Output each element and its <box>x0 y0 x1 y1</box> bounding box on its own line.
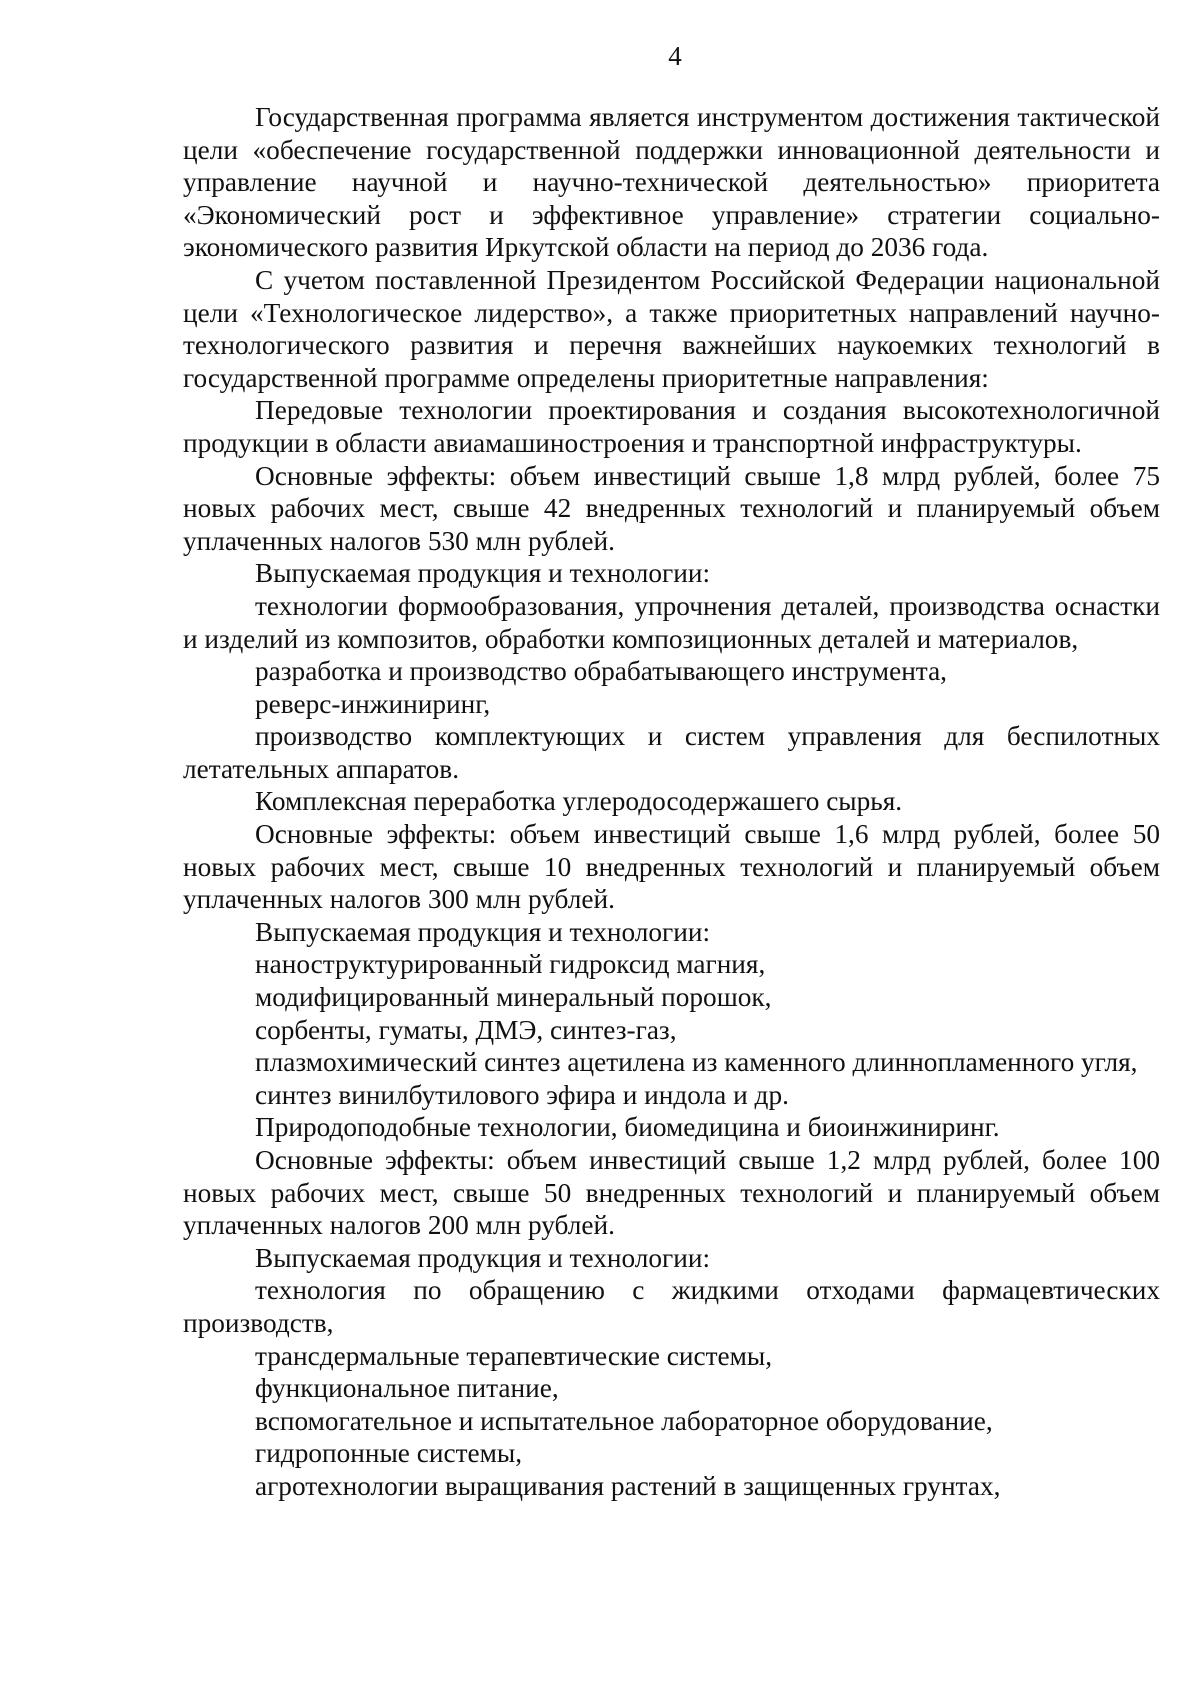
paragraph: технология по обращению с жидкими отходами фармацевтических производств, <box>183 1275 1160 1338</box>
paragraph: функциональное питание, <box>255 1373 559 1404</box>
paragraph: сорбенты, гуматы, ДМЭ, синтез-газ, <box>255 1014 677 1045</box>
paragraph: наноструктурированный гидроксид магния, <box>255 949 766 980</box>
paragraph: трансдермальные терапевтические системы, <box>255 1340 773 1371</box>
page-number: 4 <box>668 41 682 71</box>
paragraph: Комплексная переработка углеродосодержашего сырья. <box>255 786 903 817</box>
paragraph: плазмохимический синтез ацетилена из каменного длиннопламенного угля, <box>255 1047 1138 1078</box>
paragraph: Основные эффекты: объем инвестиций свыше 1,6 млрд рублей, более 50 новых рабочих мест, свыше 10 внедренных технологий и планируемый объем уплаченных налогов 300 млн рублей. <box>183 819 1160 915</box>
paragraph: Выпускаемая продукция и технологии: <box>255 916 711 947</box>
paragraph: Государственная программа является инструментом достижения тактической цели «обеспечение государственной поддержки инновационной деятельности и управление научной и научно-технической деятельностью» приоритета «Экономический рост и эффективное управление» стратегии социально-экономического развития Иркутской области на период до 2036 года. <box>183 102 1160 263</box>
paragraph: Основные эффекты: объем инвестиций свыше 1,8 млрд рублей, более 75 новых рабочих мест, свыше 42 внедренных технологий и планируемый объем уплаченных налогов 530 млн рублей. <box>183 460 1160 556</box>
paragraph: Выпускаемая продукция и технологии: <box>255 558 711 589</box>
paragraph: модифицированный минеральный порошок, <box>255 982 772 1013</box>
paragraph: Основные эффекты: объем инвестиций свыше 1,2 млрд рублей, более 100 новых рабочих мест, свыше 50 внедренных технологий и планируемый объем уплаченных налогов 200 млн рублей. <box>183 1145 1160 1241</box>
paragraph: С учетом поставленной Президентом Российской Федерации национальной цели «Технологическое лидерство», а также приоритетных направлений научно-технологического развития и перечня важнейших наукоемких технологий в государственной программе определены приоритетные направления: <box>183 264 1160 393</box>
paragraph: технологии формообразования, упрочнения деталей, производства оснастки и изделий из композитов, обработки композиционных деталей и материалов, <box>183 590 1160 654</box>
paragraph: синтез винилбутилового эфира и индола и др. <box>255 1079 789 1110</box>
paragraph: производство комплектующих и систем управления для беспилотных летательных аппаратов. <box>183 721 1160 784</box>
paragraph: вспомогательное и испытательное лабораторное оборудование, <box>255 1405 993 1436</box>
paragraph: Передовые технологии проектирования и создания высокотехнологичной продукции в области авиамашиностроения и транспортной инфраструктуры. <box>183 395 1160 458</box>
paragraph: гидропонные системы, <box>255 1438 523 1469</box>
paragraph: разработка и производство обрабатывающего инструмента, <box>255 656 948 687</box>
document-body <box>183 101 1160 1503</box>
paragraph: Выпускаемая продукция и технологии: <box>255 1242 711 1273</box>
paragraph: реверс-инжиниринг, <box>255 688 491 719</box>
paragraph: Природоподобные технологии, биомедицина и биоинжиниринг. <box>255 1112 1000 1143</box>
paragraph: агротехнологии выращивания растений в защищенных грунтах, <box>255 1470 1001 1501</box>
